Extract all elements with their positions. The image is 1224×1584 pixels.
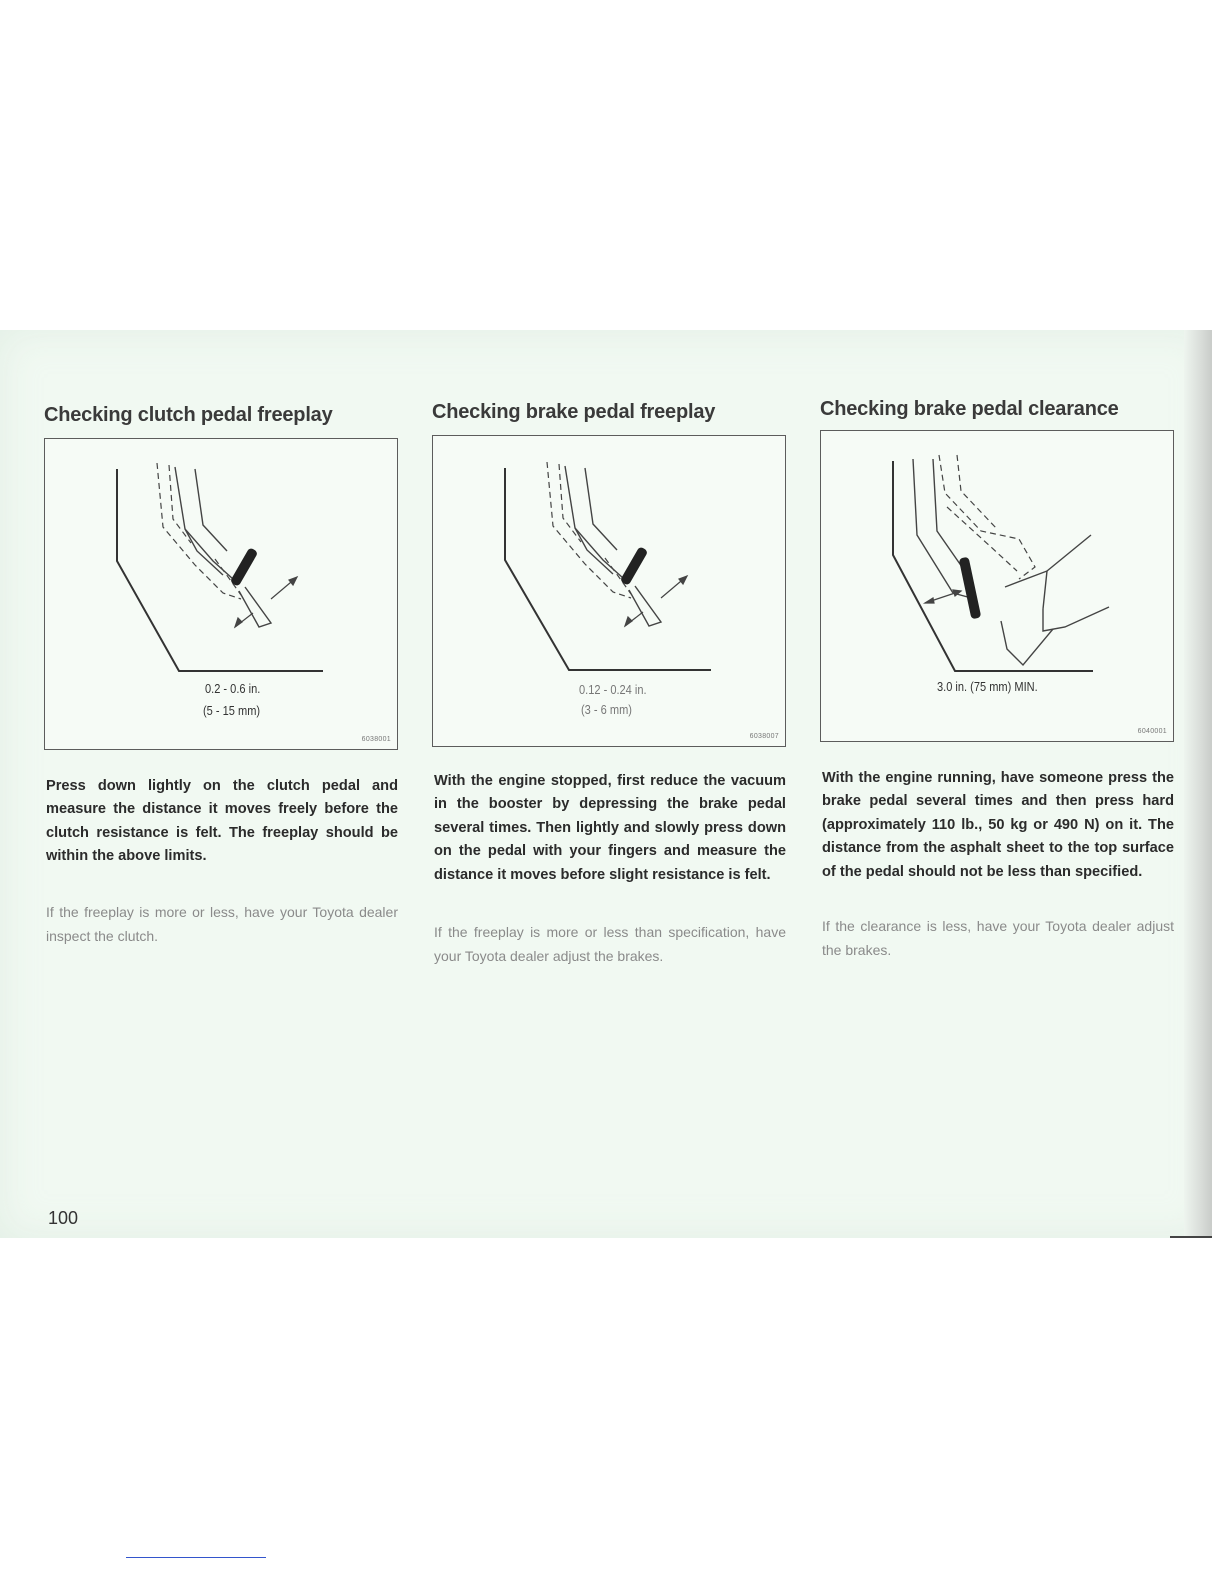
note-text: If the clearance is less, have your Toyota dealer adjust the brakes.: [822, 918, 1174, 958]
freeplay-range-inches: 0.12 - 0.24 in.: [579, 682, 647, 697]
section-title: Checking brake pedal clearance: [820, 398, 1119, 420]
section-title: Checking brake pedal freeplay: [432, 401, 716, 423]
scanned-page: [0, 330, 1212, 1238]
instruction-text: With the engine running, have someone press the brake pedal several times and then press hard (approximately 110 lb., 50 kg or 490 N) on it. The distance from the asphalt sheet to the top surface of the pedal should not be less than specified.: [822, 770, 1174, 880]
brake-clearance-diagram: [821, 431, 1173, 741]
footer-line: [126, 1557, 266, 1558]
figure-code: 6040001: [1137, 728, 1167, 735]
page-number: 100: [48, 1208, 79, 1228]
instruction-text: With the engine stopped, first reduce the vacuum in the booster by depressing the brake pedal several times. Then lightly and slowly press down on the pedal with your fingers and measure the distance it moves before slight resistance is felt.: [434, 773, 786, 883]
section-clutch-freeplay: [44, 404, 400, 944]
section-brake-clearance: [820, 398, 1176, 958]
brake-pedal-diagram: [433, 436, 785, 746]
page-edge-shadow: [1184, 330, 1212, 1238]
brake-clearance-figure: [820, 430, 1174, 742]
instruction-text: Press down lightly on the clutch pedal and measure the distance it moves freely before the clutch resistance is felt. The freeplay should be within the above limits.: [46, 778, 398, 865]
freeplay-range-mm: (3 - 6 mm): [581, 702, 632, 717]
note-text: If the freeplay is more or less than specification, have your Toyota dealer adjust the brakes.: [434, 924, 786, 964]
note-text: If the freeplay is more or less, have your Toyota dealer inspect the clutch.: [46, 904, 398, 944]
clearance-minimum: 3.0 in. (75 mm) MIN.: [937, 679, 1038, 694]
section-title: Checking clutch pedal freeplay: [44, 404, 333, 426]
figure-code: 6038007: [749, 733, 779, 740]
figure-code: 6038001: [361, 736, 391, 743]
brake-pedal-figure: [432, 435, 786, 747]
freeplay-range-mm: (5 - 15 mm): [203, 703, 261, 718]
clutch-pedal-figure: [44, 438, 398, 750]
bottom-rule: [1170, 1236, 1212, 1238]
section-brake-freeplay: [432, 401, 788, 964]
freeplay-range-inches: 0.2 - 0.6 in.: [205, 681, 261, 696]
